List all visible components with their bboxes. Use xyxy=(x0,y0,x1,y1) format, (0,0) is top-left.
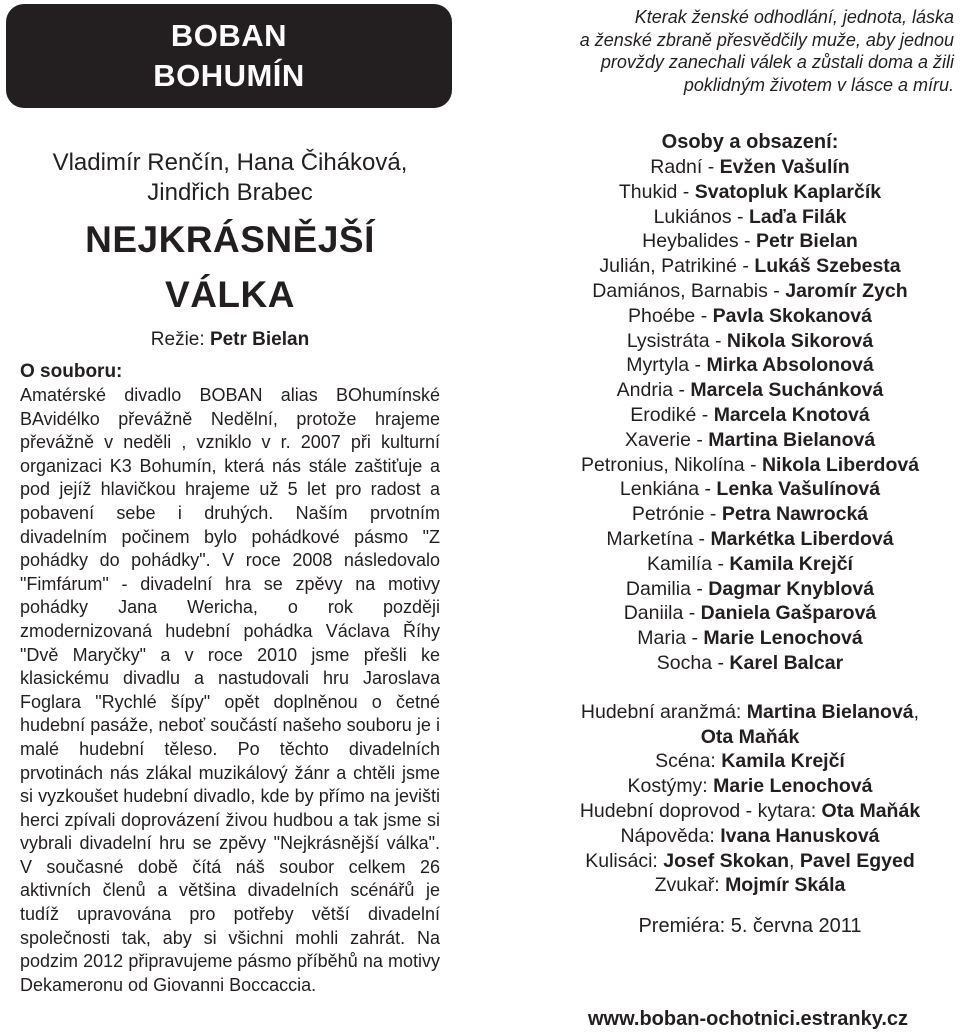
cast-role: Petrónie - xyxy=(631,503,722,526)
about-heading: O souboru: xyxy=(20,361,123,382)
crew-label: Kostýmy: xyxy=(627,775,714,798)
cast-role: Damilia - xyxy=(625,577,709,600)
crew-name: Ota Maňák xyxy=(700,725,800,748)
cast-row xyxy=(546,254,954,279)
logo-box xyxy=(6,4,452,108)
crew-name: Kamila Krejčí xyxy=(721,750,845,773)
cast-role: Daniila - xyxy=(623,602,701,625)
cast-row xyxy=(546,527,954,552)
cast-role: Myrtyla - xyxy=(626,354,707,377)
cast-row xyxy=(546,180,954,205)
cast-row xyxy=(546,229,954,254)
cast-actor: Kamila Krejčí xyxy=(729,552,853,575)
cast-row xyxy=(546,651,954,676)
cast-role: Radní - xyxy=(650,156,720,178)
cast-role: Marketína - xyxy=(606,527,711,550)
cast-role: Heybalides - xyxy=(642,230,756,253)
crew-label: Hudební aranžmá: xyxy=(580,700,747,723)
logo-line-1: BOBAN xyxy=(170,18,288,53)
play-title xyxy=(20,212,440,322)
cast-row xyxy=(546,353,954,378)
cast-row xyxy=(546,279,954,304)
cast-row xyxy=(546,477,954,502)
cast-actor: Mirka Absolonová xyxy=(706,354,874,377)
cast-actor: Petr Bielan xyxy=(755,230,858,253)
cast-role: Lenkiána - xyxy=(619,478,717,501)
crew-name: Ivana Hanusková xyxy=(720,824,880,847)
cast-row xyxy=(546,304,954,329)
crew-name: Pavel Egyed xyxy=(799,849,915,872)
motto xyxy=(470,6,954,96)
cast-row xyxy=(546,403,954,428)
cast-role: Socha - xyxy=(656,651,730,674)
cast-actor: Jaromír Zych xyxy=(785,279,908,302)
cast-role: Maria - xyxy=(637,627,704,650)
cast-actor: Petra Nawrocká xyxy=(721,503,869,526)
cast-actor: Markétka Liberdová xyxy=(710,527,894,550)
cast-actor: Dagmar Knyblová xyxy=(708,577,875,600)
crew-label: Kulisáci: xyxy=(585,849,664,872)
crew-arrangement xyxy=(546,700,954,725)
authors-line-2: Jindřich Brabec xyxy=(147,179,313,206)
cast-actor: Martina Bielanová xyxy=(708,428,876,451)
director-label: Režie: xyxy=(150,329,205,350)
cast-row xyxy=(546,626,954,651)
cast-row xyxy=(546,502,954,527)
cast-row xyxy=(546,378,954,403)
cast-row xyxy=(546,329,954,354)
crew-name: Ota Maňák xyxy=(821,799,921,822)
crew-label: Scéna: xyxy=(655,750,722,773)
cast-actor: Laďa Filák xyxy=(748,205,847,228)
cast-actor: Nikola Sikorová xyxy=(726,329,874,352)
cast-role: Erodiké - xyxy=(630,403,714,426)
spacer xyxy=(546,676,954,700)
cast-role: Damiános, Barnabis - xyxy=(592,279,786,302)
cast-actor: Lenka Vašulínová xyxy=(716,478,881,501)
crew-stagehands xyxy=(546,849,954,874)
crew-prompter xyxy=(546,824,954,849)
right-column xyxy=(546,130,954,939)
cast-actor: Pavla Skokanová xyxy=(712,304,872,327)
title-line-2: VÁLKA xyxy=(165,274,295,315)
cast-actor: Nikola Liberdová xyxy=(761,453,920,476)
motto-line: provždy zanechali válek a zůstali doma a žili xyxy=(600,52,954,72)
cast-row xyxy=(546,601,954,626)
crew-separator: , xyxy=(789,849,800,872)
crew-name: Martina Bielanová xyxy=(746,700,914,723)
cast-heading: Osoby a obsazení: xyxy=(661,131,839,153)
crew-scene xyxy=(546,749,954,774)
cast-actor: Karel Balcar xyxy=(729,651,844,674)
authors-line-1: Vladimír Renčín, Hana Čiháková, xyxy=(52,149,408,176)
cast-role: Kamilía - xyxy=(647,552,730,575)
cast-actor: Daniela Gašparová xyxy=(700,602,877,625)
cast-row xyxy=(546,453,954,478)
crew-name: Mojmír Skála xyxy=(725,874,846,897)
logo-line-2: BOHUMÍN xyxy=(153,58,305,93)
cast-role: Phoébe - xyxy=(628,304,713,327)
cast-row xyxy=(546,552,954,577)
crew-costumes xyxy=(546,774,954,799)
cast-actor: Lukáš Szebesta xyxy=(754,255,901,278)
left-column xyxy=(20,148,440,997)
cast-actor: Marcela Knotová xyxy=(713,403,870,426)
crew-label: Zvukař: xyxy=(654,874,726,897)
cast-role: Lysistráta - xyxy=(626,329,727,352)
crew-name: Josef Skokan xyxy=(663,849,789,872)
director xyxy=(20,328,440,352)
crew-arrangement-2 xyxy=(546,725,954,750)
cast-row xyxy=(546,205,954,230)
crew-separator: , xyxy=(913,700,920,723)
cast-row xyxy=(546,428,954,453)
cast-role: Andria - xyxy=(616,379,691,402)
cast-actor: Evžen Vašulín xyxy=(719,156,850,178)
website-url[interactable]: www.boban-ochotnici.estranky.cz xyxy=(587,1008,909,1030)
crew-label: Nápověda: xyxy=(620,824,721,847)
cast-actor: Svatopluk Kaplarčík xyxy=(694,180,882,203)
cast-actor: Marcela Suchánková xyxy=(690,379,884,402)
crew-label: Hudební doprovod - kytara: xyxy=(579,799,822,822)
director-name: Petr Bielan xyxy=(209,329,310,350)
about-text: Amatérské divadlo BOBAN alias BOhumínské BAvidélko převážně Nedělní, protože hrajeme převážně v neděli , vzniklo v r. 2007 při kulturní organizaci K3 Bohumín, která nás stále zaštiťuje a pod jejíž hlavičkou hrajeme už 5 let pro radost a pobavení sebe i druhých. Naším prvotním divadelním počinem bylo pohádkové pásmo "Z pohádky do pohádky". V roce 2008 následovalo "Fimfárum" - divadelní hra se zpěvy na motivy pohádky Jana Wericha, o rok později zmodernizovaná hudební pohádka Václava Říhy "Dvě Maryčky" a v roce 2010 jsme přešli ke klasickému divadlu a nastudovali hru Jaroslava Foglara "Rychlé šípy" opět doplněnou o četné hudební pasáže, neboť součástí našeho souboru je i malé hudební těleso. Po těchto divadelních prvotinách nás zlákal muzikálový žánr a chtěli jsme si vyzkoušet hudební divadlo, kde by přímo na jevišti herci zpívali doprovázení živou hudbou a tak jsme si vybrali divadelní hru se zpěvy "Nejkrásnější válka". V současné době čítá náš soubor celkem 26 aktivních členů a většina divadelních scénářů je tudíž upravována pro potřeby větší divadelní společnosti tak, aby si všichni mohli zahrát. Na podzim 2012 připravujeme pásmo příběhů na motivy Dekameronu od Giovanni Boccaccia. xyxy=(20,385,440,995)
title-line-1: NEJKRÁSNĚJŠÍ xyxy=(85,219,375,260)
cast-actor: Marie Lenochová xyxy=(703,627,863,650)
cast-role: Petronius, Nikolína - xyxy=(580,453,762,476)
motto-line: Kterak ženské odhodlání, jednota, láska xyxy=(634,7,954,27)
premiere-date: Premiéra: 5. června 2011 xyxy=(638,915,862,938)
crew-sound xyxy=(546,873,954,898)
cast-role: Thukid - xyxy=(618,180,695,203)
authors xyxy=(20,148,440,208)
cast-role: Xaverie - xyxy=(624,428,709,451)
cast-row xyxy=(546,577,954,602)
motto-line: a ženské zbraně přesvědčily muže, aby jednou xyxy=(579,29,954,50)
cast-role: Julián, Patrikiné - xyxy=(599,255,755,278)
crew-name: Marie Lenochová xyxy=(713,775,873,798)
cast-role: Lukiános - xyxy=(653,205,749,228)
crew-music xyxy=(546,799,954,824)
cast-row xyxy=(546,155,954,180)
motto-line: poklidným životem v lásce a míru. xyxy=(683,74,954,95)
